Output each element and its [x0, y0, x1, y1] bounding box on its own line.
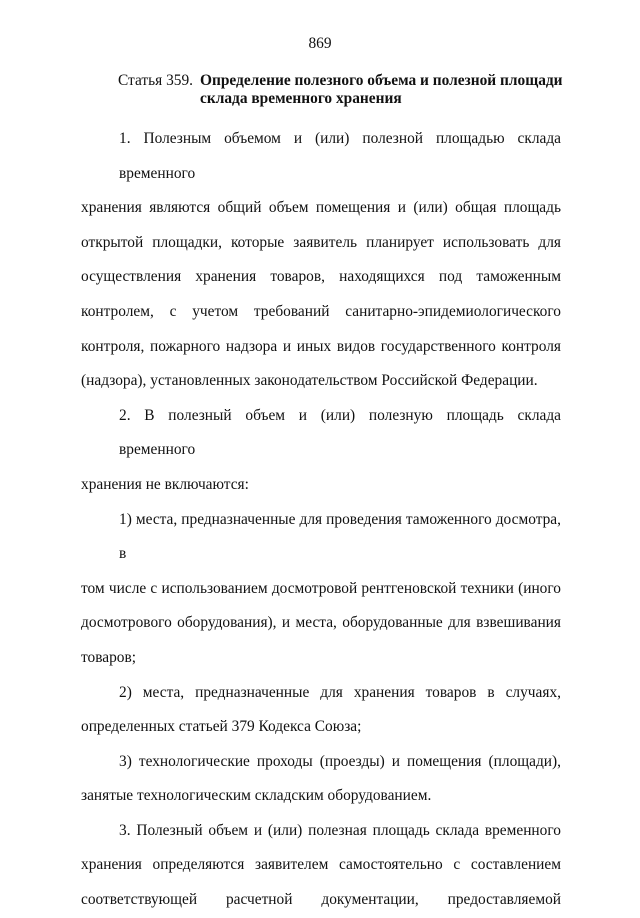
text-line: контроля, пожарного надзора и иных видов государственного контроля — [81, 337, 561, 355]
text-line: осуществления хранения товаров, находящихся под таможенным — [81, 268, 561, 286]
text-line: соответствующей расчетной документации, предоставляемой — [81, 891, 561, 909]
paragraph — [81, 676, 561, 745]
text-line: 1) места, предназначенные для проведения таможенного досмотра, в — [119, 510, 561, 563]
text-line: 3. Полезный объем и (или) полезная площадь склада временного — [119, 821, 561, 839]
text-line: открытой площадки, которые заявитель планирует использовать для — [81, 233, 561, 251]
text-line: хранения не включаются: — [81, 475, 249, 493]
text-line: занятые технологическим складским оборудованием. — [81, 787, 432, 805]
paragraph — [81, 122, 561, 399]
paragraph — [81, 503, 561, 676]
article-number: Статья 359. — [118, 72, 194, 89]
paragraph — [81, 745, 561, 814]
article-title: Определение полезного объема и полезной площади склада временного хранения — [200, 72, 563, 107]
text-line: (надзора), установленных законодательством Российской Федерации. — [81, 372, 538, 390]
text-line: хранения определяются заявителем самостоятельно с составлением — [81, 856, 561, 874]
article-heading — [118, 72, 578, 108]
text-line: 1. Полезным объемом и (или) полезной площадью склада временного — [119, 130, 561, 182]
paragraph — [81, 814, 561, 918]
text-line: определенных статьей 379 Кодекса Союза; — [81, 718, 362, 736]
page-number: 869 — [308, 35, 332, 52]
article-body — [81, 122, 561, 918]
text-line: том числе с использованием досмотровой рентгеновской техники (иного — [81, 579, 561, 597]
text-line: товаров; — [81, 648, 137, 666]
paragraph — [81, 399, 561, 503]
text-line: 3) технологические проходы (проезды) и помещения (площади), — [119, 752, 561, 770]
text-line: 2. В полезный объем и (или) полезную площадь склада временного — [119, 406, 561, 459]
text-line: контролем, с учетом требований санитарно-эпидемиологического — [81, 302, 561, 320]
text-line: хранения являются общий объем помещения и (или) общая площадь — [81, 199, 561, 217]
text-line: 2) места, предназначенные для хранения товаров в случаях, — [119, 683, 561, 701]
text-line: досмотрового оборудования), и места, оборудованные для взвешивания — [81, 614, 561, 632]
